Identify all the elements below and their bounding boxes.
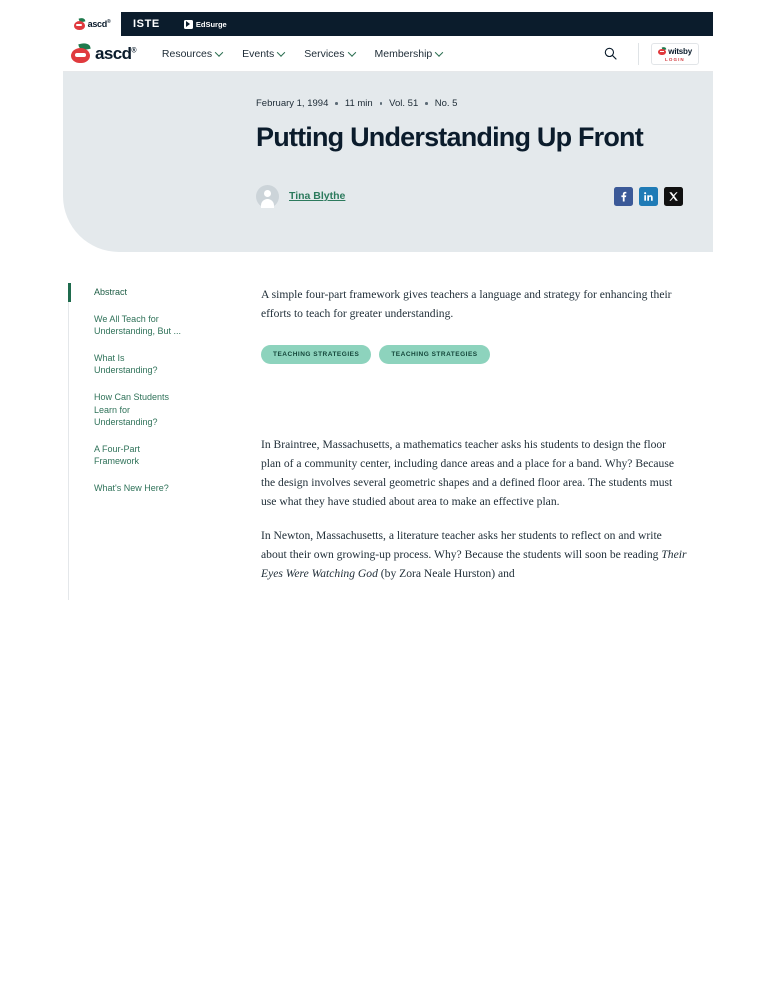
network-tab-ascd-label: ascd	[87, 19, 107, 29]
nav-item-resources-label: Resources	[161, 47, 213, 60]
table-of-contents	[68, 286, 198, 600]
paragraph-2-text-before: In Newton, Massachusetts, a literature teacher asks her students to reflect on and write about their own growing-up process. Why? Because the students will soon be reading	[261, 529, 662, 562]
share-buttons	[614, 187, 683, 206]
registered-mark: ®	[106, 19, 111, 25]
article-content	[198, 286, 713, 600]
meta-separator-dot	[335, 102, 338, 105]
meta-separator-dot	[380, 102, 383, 105]
chevron-down-icon	[215, 48, 223, 56]
meta-separator-dot	[425, 102, 428, 105]
witsby-label: witsby	[668, 46, 692, 56]
nav-item-membership[interactable]	[375, 48, 443, 60]
article-paragraph-1: In Braintree, Massachusetts, a mathematics teacher asks his students to design the floor plan of a community center, including dance areas and a place for a band. Why? Because the design involves several geometric shapes and a defined floor area. The students must use what they have studied about area to make an effective plan.	[261, 438, 674, 508]
book-title-citation: Their Eyes Were Watching God	[261, 548, 687, 581]
tag-teaching-strategies[interactable]: TEACHING STRATEGIES	[261, 345, 371, 364]
ascd-apple-logo-icon	[658, 47, 666, 55]
facebook-icon	[618, 191, 629, 202]
ascd-mini-logo	[74, 19, 111, 30]
nav-right-tools	[596, 39, 699, 69]
avatar	[256, 185, 279, 208]
article-hero	[63, 72, 713, 252]
nav-divider	[638, 43, 639, 65]
author-block[interactable]	[256, 185, 345, 208]
article-tags	[261, 345, 688, 364]
nav-items	[162, 48, 442, 60]
article-number: No. 5	[434, 98, 458, 109]
site-logo-label: ascd	[95, 43, 132, 63]
toc-item-abstract[interactable]: Abstract	[94, 286, 182, 298]
network-link-edsurge-label: EdSurge	[195, 19, 227, 29]
article-body-area	[63, 252, 713, 600]
tag-teaching-strategies[interactable]: TEACHING STRATEGIES	[379, 345, 489, 364]
toc-item-what-is-understanding[interactable]: What Is Understanding?	[94, 353, 158, 376]
article-meta	[256, 98, 683, 109]
article-read-time: 11 min	[344, 98, 373, 109]
paragraph-2-text-after: (by Zora Neale Hurston) and	[377, 567, 515, 581]
nav-item-events-label: Events	[242, 47, 275, 60]
nav-item-events[interactable]	[242, 48, 284, 60]
toc-item-how-can-students-learn[interactable]: How Can Students Learn for Understanding?	[94, 392, 170, 427]
article-volume: Vol. 51	[389, 98, 419, 109]
toc-item-four-part-framework[interactable]: A Four-Part Framework	[94, 443, 141, 467]
witsby-login-label: LOGIN	[665, 56, 685, 62]
main-navigation	[63, 36, 713, 72]
nav-item-membership-label: Membership	[374, 47, 433, 60]
byline-row	[256, 185, 683, 208]
nav-item-resources[interactable]	[162, 48, 222, 60]
registered-mark: ®	[131, 46, 136, 54]
linkedin-icon	[643, 191, 654, 202]
site-logo[interactable]	[71, 44, 136, 64]
top-network-bar	[63, 12, 713, 36]
witsby-login-button[interactable]	[651, 43, 699, 65]
edsurge-logo-icon	[184, 20, 227, 29]
article-abstract: A simple four-part framework gives teachers a language and strategy for enhancing their efforts to teach for greater understanding.	[261, 287, 672, 320]
toc-item-we-all-teach[interactable]: We All Teach for Understanding, But ...	[94, 313, 182, 337]
network-link-iste[interactable]	[121, 12, 172, 36]
article-date: February 1, 1994	[256, 98, 329, 109]
chevron-down-icon	[277, 48, 285, 56]
nav-item-services-label: Services	[304, 47, 345, 60]
share-x-button[interactable]	[664, 187, 683, 206]
network-link-edsurge[interactable]	[172, 12, 239, 36]
iste-logo-icon: ISTE	[133, 18, 160, 30]
page-title: Putting Understanding Up Front	[256, 122, 643, 152]
ascd-apple-logo-icon	[71, 44, 90, 63]
ascd-apple-logo-icon	[74, 19, 85, 30]
search-button[interactable]	[596, 39, 626, 69]
author-name-link[interactable]: Tina Blythe	[289, 190, 346, 203]
search-icon	[604, 47, 617, 60]
chevron-down-icon	[435, 48, 443, 56]
nav-item-services[interactable]	[304, 48, 354, 60]
share-linkedin-button[interactable]	[639, 187, 658, 206]
chevron-down-icon	[347, 48, 355, 56]
network-tab-ascd[interactable]	[63, 12, 121, 36]
article-paragraph-2	[261, 527, 688, 583]
x-twitter-icon	[668, 191, 679, 202]
toc-item-whats-new-here[interactable]: What's New Here?	[94, 483, 169, 494]
share-facebook-button[interactable]	[614, 187, 633, 206]
page-root	[63, 12, 713, 600]
